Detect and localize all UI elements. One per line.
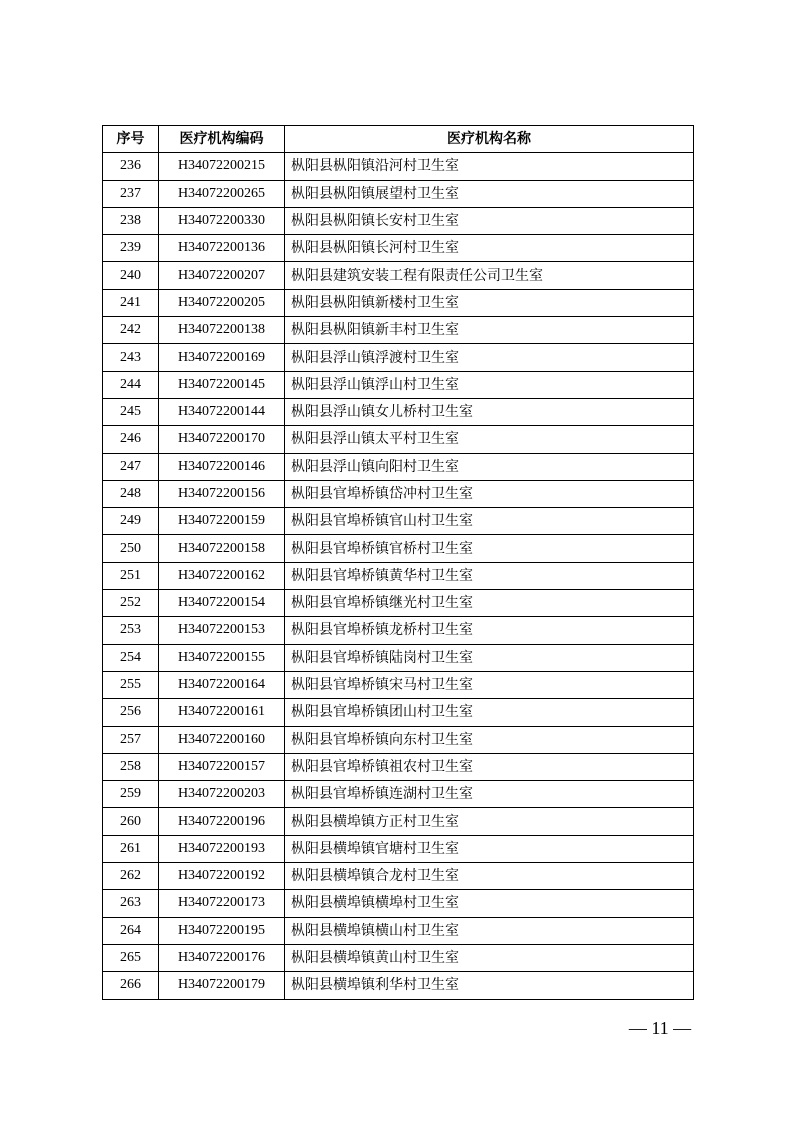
row-name-cell: 枞阳县官埠桥镇祖农村卫生室: [285, 753, 694, 780]
row-seq-cell: 240: [103, 262, 159, 289]
row-name-cell: 枞阳县官埠桥镇连湖村卫生室: [285, 781, 694, 808]
row-code-cell: H34072200195: [159, 917, 285, 944]
row-seq-cell: 254: [103, 644, 159, 671]
row-seq-cell: 239: [103, 235, 159, 262]
row-name-cell: 枞阳县横埠镇利华村卫生室: [285, 972, 694, 999]
row-seq-cell: 263: [103, 890, 159, 917]
row-code-cell: H34072200265: [159, 180, 285, 207]
row-code-cell: H34072200161: [159, 699, 285, 726]
row-name-cell: 枞阳县官埠桥镇官山村卫生室: [285, 508, 694, 535]
row-name-cell: 枞阳县横埠镇官塘村卫生室: [285, 835, 694, 862]
row-seq-cell: 252: [103, 590, 159, 617]
row-code-cell: H34072200158: [159, 535, 285, 562]
row-name-cell: 枞阳县官埠桥镇龙桥村卫生室: [285, 617, 694, 644]
row-name-cell: 枞阳县浮山镇太平村卫生室: [285, 426, 694, 453]
row-code-cell: H34072200164: [159, 671, 285, 698]
row-name-cell: 枞阳县官埠桥镇黄华村卫生室: [285, 562, 694, 589]
row-name-cell: 枞阳县官埠桥镇宋马村卫生室: [285, 671, 694, 698]
row-seq-cell: 262: [103, 863, 159, 890]
row-name-cell: 枞阳县浮山镇女儿桥村卫生室: [285, 398, 694, 425]
row-seq-cell: 255: [103, 671, 159, 698]
row-code-cell: H34072200193: [159, 835, 285, 862]
row-seq-cell: 244: [103, 371, 159, 398]
row-code-cell: H34072200192: [159, 863, 285, 890]
table-row: [103, 398, 694, 425]
row-code-cell: H34072200157: [159, 753, 285, 780]
row-code-cell: H34072200159: [159, 508, 285, 535]
table-row: [103, 562, 694, 589]
row-name-cell: 枞阳县横埠镇合龙村卫生室: [285, 863, 694, 890]
table-row: [103, 344, 694, 371]
row-name-cell: 枞阳县横埠镇横山村卫生室: [285, 917, 694, 944]
table-row: [103, 726, 694, 753]
row-code-cell: H34072200176: [159, 944, 285, 971]
row-seq-cell: 242: [103, 317, 159, 344]
row-name-cell: 枞阳县浮山镇浮渡村卫生室: [285, 344, 694, 371]
table-row: [103, 781, 694, 808]
row-seq-cell: 248: [103, 480, 159, 507]
table-header: [103, 126, 694, 153]
page-number: — 11 —: [628, 1018, 692, 1038]
table-row: [103, 317, 694, 344]
row-code-cell: H34072200156: [159, 480, 285, 507]
row-seq-cell: 237: [103, 180, 159, 207]
row-code-cell: H34072200146: [159, 453, 285, 480]
table-row: [103, 262, 694, 289]
table-row: [103, 863, 694, 890]
row-name-cell: 枞阳县官埠桥镇向东村卫生室: [285, 726, 694, 753]
row-name-cell: 枞阳县官埠桥镇官桥村卫生室: [285, 535, 694, 562]
row-seq-cell: 260: [103, 808, 159, 835]
table-row: [103, 453, 694, 480]
row-code-cell: H34072200145: [159, 371, 285, 398]
row-code-cell: H34072200162: [159, 562, 285, 589]
table-row: [103, 944, 694, 971]
row-seq-cell: 264: [103, 917, 159, 944]
row-seq-cell: 247: [103, 453, 159, 480]
row-code-cell: H34072200160: [159, 726, 285, 753]
table-row: [103, 617, 694, 644]
row-seq-cell: 257: [103, 726, 159, 753]
table-row: [103, 644, 694, 671]
table-row: [103, 426, 694, 453]
table-row: [103, 890, 694, 917]
table-row: [103, 508, 694, 535]
row-code-cell: H34072200136: [159, 235, 285, 262]
row-seq-cell: 258: [103, 753, 159, 780]
row-name-cell: 枞阳县官埠桥镇团山村卫生室: [285, 699, 694, 726]
row-code-cell: H34072200215: [159, 153, 285, 180]
row-name-cell: 枞阳县枞阳镇长河村卫生室: [285, 235, 694, 262]
row-code-cell: H34072200170: [159, 426, 285, 453]
table-row: [103, 371, 694, 398]
row-code-cell: H34072200169: [159, 344, 285, 371]
row-name-cell: 枞阳县官埠桥镇继光村卫生室: [285, 590, 694, 617]
row-name-cell: 枞阳县枞阳镇沿河村卫生室: [285, 153, 694, 180]
table-row: [103, 671, 694, 698]
row-code-cell: H34072200155: [159, 644, 285, 671]
table-row: [103, 289, 694, 316]
row-code-cell: H34072200203: [159, 781, 285, 808]
row-name-cell: 枞阳县枞阳镇新楼村卫生室: [285, 289, 694, 316]
row-code-cell: H34072200138: [159, 317, 285, 344]
row-seq-cell: 251: [103, 562, 159, 589]
table-row: [103, 699, 694, 726]
table-body: [103, 153, 694, 999]
row-name-cell: 枞阳县枞阳镇展望村卫生室: [285, 180, 694, 207]
row-seq-cell: 241: [103, 289, 159, 316]
row-name-cell: 枞阳县浮山镇向阳村卫生室: [285, 453, 694, 480]
table-row: [103, 480, 694, 507]
row-seq-cell: 250: [103, 535, 159, 562]
row-name-cell: 枞阳县官埠桥镇陆岗村卫生室: [285, 644, 694, 671]
row-name-cell: 枞阳县横埠镇横埠村卫生室: [285, 890, 694, 917]
row-seq-cell: 236: [103, 153, 159, 180]
table-row: [103, 180, 694, 207]
row-code-cell: H34072200207: [159, 262, 285, 289]
row-code-cell: H34072200144: [159, 398, 285, 425]
row-name-cell: 枞阳县横埠镇黄山村卫生室: [285, 944, 694, 971]
row-name-cell: 枞阳县建筑安装工程有限责任公司卫生室: [285, 262, 694, 289]
institution-table: [102, 125, 694, 1000]
table-row: [103, 917, 694, 944]
row-name-cell: 枞阳县枞阳镇长安村卫生室: [285, 207, 694, 234]
row-code-cell: H34072200330: [159, 207, 285, 234]
table-row: [103, 153, 694, 180]
row-seq-cell: 253: [103, 617, 159, 644]
table-header-row: [103, 126, 694, 153]
row-name-cell: 枞阳县横埠镇方正村卫生室: [285, 808, 694, 835]
row-seq-cell: 259: [103, 781, 159, 808]
row-name-cell: 枞阳县枞阳镇新丰村卫生室: [285, 317, 694, 344]
row-seq-cell: 249: [103, 508, 159, 535]
table-row: [103, 753, 694, 780]
row-seq-cell: 238: [103, 207, 159, 234]
row-name-cell: 枞阳县官埠桥镇岱冲村卫生室: [285, 480, 694, 507]
row-seq-cell: 245: [103, 398, 159, 425]
row-seq-cell: 266: [103, 972, 159, 999]
row-code-cell: H34072200205: [159, 289, 285, 316]
row-seq-cell: 256: [103, 699, 159, 726]
table-row: [103, 590, 694, 617]
row-seq-cell: 261: [103, 835, 159, 862]
row-code-cell: H34072200153: [159, 617, 285, 644]
row-code-cell: H34072200196: [159, 808, 285, 835]
row-seq-cell: 246: [103, 426, 159, 453]
row-seq-cell: 265: [103, 944, 159, 971]
table-row: [103, 835, 694, 862]
row-code-cell: H34072200179: [159, 972, 285, 999]
table-row: [103, 808, 694, 835]
table-row: [103, 235, 694, 262]
table-row: [103, 535, 694, 562]
header-name: 医疗机构名称: [285, 126, 694, 153]
table-row: [103, 207, 694, 234]
table-row: [103, 972, 694, 999]
header-code: 医疗机构编码: [159, 126, 285, 153]
row-seq-cell: 243: [103, 344, 159, 371]
row-code-cell: H34072200173: [159, 890, 285, 917]
row-name-cell: 枞阳县浮山镇浮山村卫生室: [285, 371, 694, 398]
row-code-cell: H34072200154: [159, 590, 285, 617]
header-seq: 序号: [103, 126, 159, 153]
